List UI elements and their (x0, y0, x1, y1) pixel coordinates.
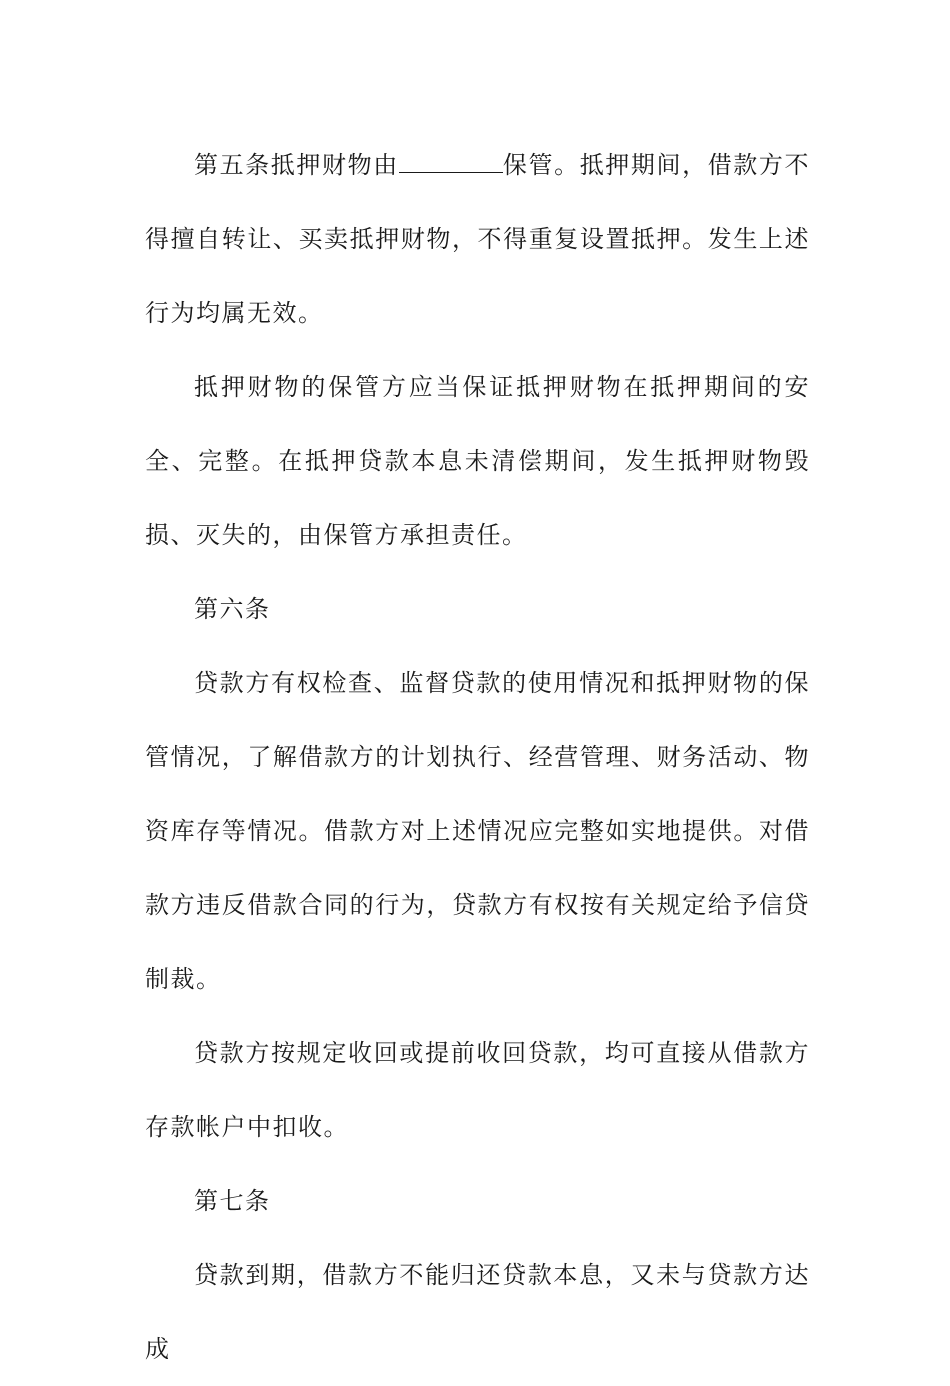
paragraph-lender-rights: 贷款方有权检查、监督贷款的使用情况和抵押财物的保管情况，了解借款方的计划执行、经营管理、财务活动、物资库存等情况。借款方对上述情况应完整如实地提供。对借款方违反借款合同的行为，贷款方有权按有关规定给予信贷制裁。 (145, 669, 810, 993)
paragraph-article-5 (145, 128, 810, 350)
article-5-text-after-blank: 保管。抵押期间，借款方不得擅自转让、买卖抵押财物，不得重复设置抵押。发生上述行为均属无效。 (145, 151, 811, 327)
custodian-blank-line (399, 152, 503, 173)
heading-article-6: 第六条 (194, 595, 271, 623)
paragraph-custodian-duty: 抵押财物的保管方应当保证抵押财物在抵押期间的安全、完整。在抵押贷款本息未清偿期间，发生抵押财物毁损、灭失的，由保管方承担责任。 (145, 373, 810, 549)
paragraph-loan-recovery: 贷款方按规定收回或提前收回贷款，均可直接从借款方存款帐户中扣收。 (145, 1039, 810, 1141)
heading-article-7: 第七条 (194, 1187, 271, 1215)
document-body (145, 128, 810, 1386)
article-5-text-before-blank: 第五条抵押财物由 (194, 151, 399, 179)
paragraph-loan-maturity: 贷款到期，借款方不能归还贷款本息，又未与贷款方达成 (145, 1261, 810, 1363)
